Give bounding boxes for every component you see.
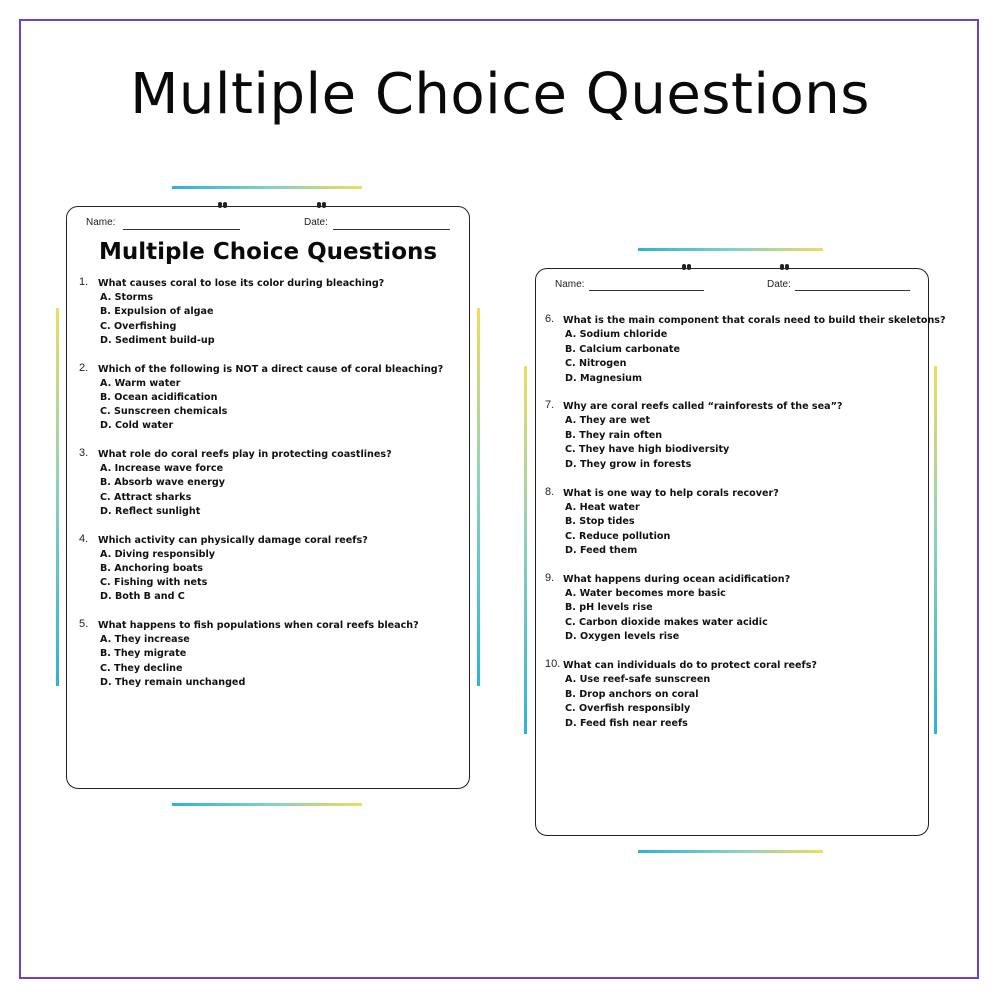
answer-option[interactable]: D. They grow in forests — [565, 458, 692, 470]
answer-option[interactable]: B. They rain often — [565, 429, 663, 441]
question-number: 5. — [79, 618, 89, 630]
answer-option[interactable]: B. Anchoring boats — [100, 562, 203, 574]
answer-option[interactable]: A. Warm water — [100, 377, 181, 389]
answer-option[interactable]: D. Reflect sunlight — [100, 505, 201, 517]
answer-option[interactable]: C. Overfish responsibly — [565, 703, 691, 715]
answer-option[interactable]: D. Oxygen levels rise — [565, 631, 680, 643]
question-number: 9. — [545, 571, 555, 584]
answer-option[interactable]: B. Drop anchors on coral — [565, 688, 699, 700]
question-number: 4. — [79, 532, 89, 545]
question-text: Which of the following is NOT a direct cause of coral bleaching? — [98, 363, 444, 375]
answer-option[interactable]: D. They remain unchanged — [100, 676, 246, 688]
answer-option[interactable]: C. They decline — [100, 662, 183, 674]
answer-option[interactable]: D. Feed them — [565, 545, 638, 557]
accent-bar-bottom-left — [172, 803, 362, 806]
question-number: 10. — [545, 658, 561, 671]
answer-option[interactable]: C. Nitrogen — [565, 358, 627, 369]
worksheet-page-2 — [535, 268, 946, 836]
answer-option[interactable]: B. Stop tides — [565, 516, 635, 528]
answer-option[interactable]: D. Sediment build-up — [100, 334, 215, 346]
answer-option[interactable]: C. Attract sharks — [100, 491, 192, 503]
answer-option[interactable]: C. Fishing with nets — [100, 577, 208, 589]
answer-option[interactable]: B. Absorb wave energy — [100, 477, 225, 489]
answer-option[interactable]: C. Reduce pollution — [565, 530, 671, 542]
answer-option[interactable]: B. pH levels rise — [565, 602, 653, 614]
accent-bar-top-left — [172, 186, 362, 189]
answer-option[interactable]: D. Both B and C — [100, 591, 185, 603]
answer-option[interactable]: C. Sunscreen chemicals — [100, 406, 228, 418]
date-field[interactable] — [795, 290, 910, 291]
accent-bar-right-outer — [934, 366, 937, 734]
question-text: What role do coral reefs play in protecting coastlines? — [98, 449, 392, 460]
answer-option[interactable]: C. Overfishing — [100, 320, 177, 332]
date-label: Date: — [304, 217, 328, 228]
binder-ring — [218, 202, 227, 209]
answer-option[interactable]: A. Diving responsibly — [100, 548, 216, 560]
answer-option[interactable]: D. Magnesium — [565, 372, 642, 384]
question-number: 1. — [79, 276, 89, 288]
question-text: Which activity can physically damage coral reefs? — [98, 534, 368, 546]
accent-bar-left-inner — [477, 308, 480, 686]
worksheet-title: Multiple Choice Questions — [98, 239, 438, 265]
question-text: What can individuals do to protect coral reefs? — [563, 660, 817, 672]
question-text: What is one way to help corals recover? — [563, 487, 779, 499]
accent-bar-bottom-right — [638, 850, 823, 853]
answer-option[interactable]: B. Calcium carbonate — [565, 343, 680, 355]
page-title: Multiple Choice Questions — [130, 62, 870, 127]
answer-option[interactable]: D. Feed fish near reefs — [565, 717, 688, 729]
question-number: 2. — [79, 361, 89, 374]
answer-option[interactable]: A. They are wet — [565, 415, 651, 427]
question-text: What happens to fish populations when coral reefs bleach? — [98, 620, 419, 631]
question-number: 3. — [79, 447, 89, 459]
answer-option[interactable]: A. Use reef-safe sunscreen — [565, 674, 711, 686]
accent-bar-right-inner — [524, 366, 527, 734]
binder-ring — [682, 264, 691, 271]
question-text: What causes coral to lose its color during bleaching? — [98, 278, 385, 289]
question-number: 8. — [545, 485, 555, 498]
answer-option[interactable]: A. Increase wave force — [100, 463, 224, 474]
accent-bar-left-outer — [56, 308, 59, 686]
date-field[interactable] — [333, 229, 450, 230]
name-field[interactable] — [123, 229, 240, 230]
question-text: What is the main component that corals need to build their skeletons? — [563, 315, 946, 326]
answer-option[interactable]: A. Storms — [100, 292, 154, 303]
question-number: 6. — [545, 313, 555, 325]
answer-option[interactable]: C. They have high biodiversity — [565, 444, 730, 456]
name-label: Name: — [86, 217, 116, 228]
binder-ring — [780, 264, 789, 271]
answer-option[interactable]: A. Water becomes more basic — [565, 587, 726, 599]
binder-ring — [317, 202, 326, 209]
question-text: What happens during ocean acidification? — [563, 573, 791, 585]
accent-bar-top-right — [638, 248, 823, 251]
question-number: 7. — [545, 399, 555, 412]
answer-option[interactable]: C. Carbon dioxide makes water acidic — [565, 616, 768, 628]
name-label: Name: — [555, 279, 585, 290]
worksheet-page-1 — [66, 206, 470, 789]
answer-option[interactable]: A. Heat water — [565, 501, 640, 513]
date-label: Date: — [767, 279, 791, 290]
answer-option[interactable]: D. Cold water — [100, 420, 174, 432]
answer-option[interactable]: A. Sodium chloride — [565, 329, 668, 340]
answer-option[interactable]: B. Ocean acidification — [100, 391, 218, 403]
question-text: Why are coral reefs called “rainforests of the sea”? — [563, 401, 843, 413]
answer-option[interactable]: B. Expulsion of algae — [100, 306, 214, 318]
answer-option[interactable]: A. They increase — [100, 634, 190, 645]
name-field[interactable] — [589, 290, 704, 291]
answer-option[interactable]: B. They migrate — [100, 648, 187, 660]
